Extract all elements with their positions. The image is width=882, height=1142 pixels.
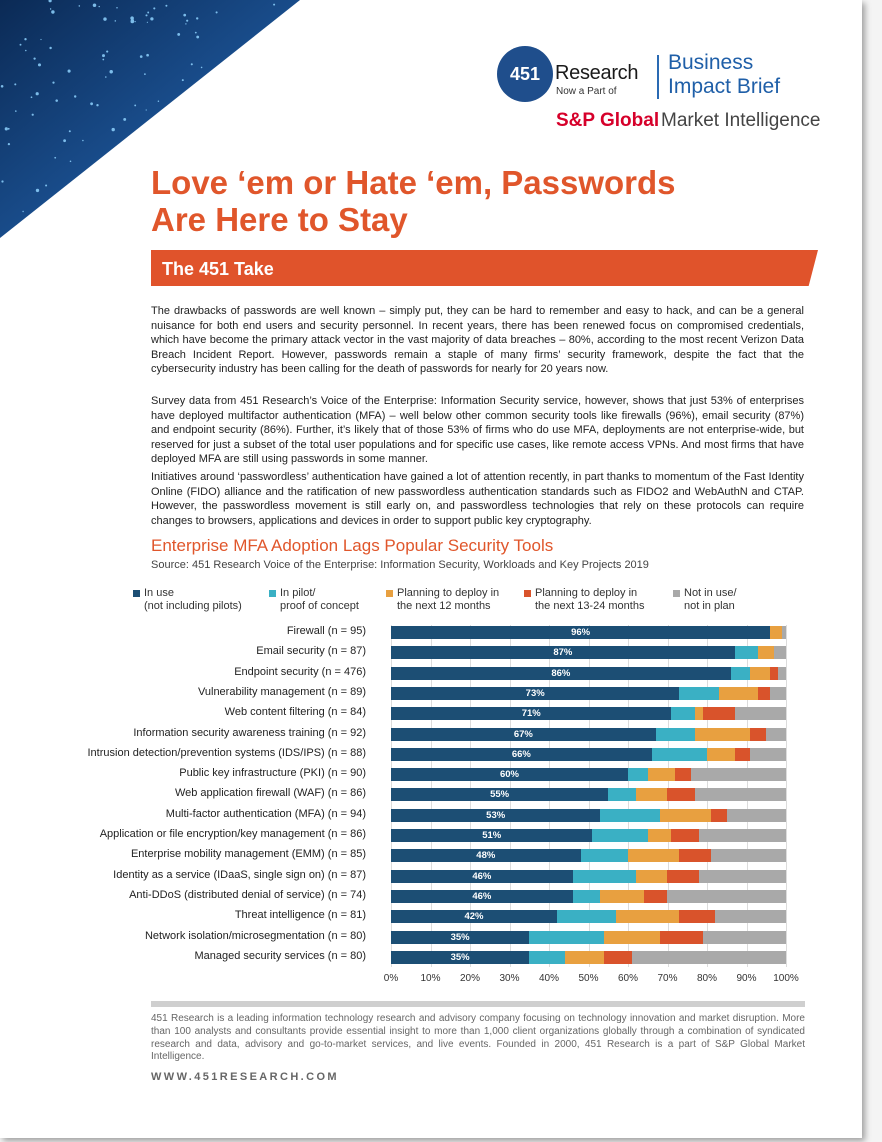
x-tick-label: 70% <box>657 973 678 984</box>
legend-label: Planning to deploy in the next 13-24 months <box>535 587 645 612</box>
network-dot <box>123 118 126 121</box>
category-label: Threat intelligence (n = 81) <box>234 909 366 922</box>
network-dot <box>183 14 186 17</box>
network-dot <box>69 130 71 132</box>
network-dot <box>55 99 58 102</box>
bar-row <box>391 829 786 842</box>
bar-segment <box>679 910 715 923</box>
market-intelligence-text: Market Intelligence <box>661 110 821 131</box>
network-dot <box>195 32 197 34</box>
bar-segment <box>711 809 727 822</box>
bar-segment <box>391 707 671 720</box>
bar-segment <box>652 748 707 761</box>
network-dot <box>201 67 203 69</box>
network-dot <box>45 184 47 186</box>
network-dot <box>15 110 17 112</box>
bar-segment <box>695 728 750 741</box>
network-dot <box>106 51 108 53</box>
bar-segment <box>735 707 786 720</box>
x-tick-label: 30% <box>499 973 520 984</box>
network-dot <box>109 70 112 73</box>
network-dot <box>112 128 115 131</box>
bar-segment <box>715 910 786 923</box>
x-tick-label: 40% <box>538 973 560 984</box>
x-tick-label: 100% <box>773 973 799 984</box>
bar-segment <box>711 849 786 862</box>
network-dot <box>144 73 146 75</box>
bar-segment <box>628 849 679 862</box>
bar-segment <box>565 951 605 964</box>
data-label: 96% <box>571 627 591 638</box>
data-label: 48% <box>476 850 496 862</box>
bar-row <box>391 870 786 883</box>
bar-segment <box>699 829 786 842</box>
network-dot <box>49 47 51 49</box>
network-dot <box>150 17 153 20</box>
bar-segment <box>616 910 679 923</box>
legend-label: Planning to deploy in the next 12 months <box>397 587 500 612</box>
bar-segment <box>695 788 786 801</box>
x-tick-label: 80% <box>696 973 718 984</box>
data-label: 35% <box>450 931 470 943</box>
network-dot <box>196 36 199 39</box>
category-label: Public key infrastructure (PKI) (n = 90) <box>179 767 366 780</box>
network-dot <box>33 57 35 59</box>
category-label: Endpoint security (n = 476) <box>234 665 366 678</box>
network-dot <box>99 6 100 7</box>
legend-swatch-in-pilot <box>269 590 276 597</box>
bar-segment <box>778 667 786 680</box>
bar-segment <box>699 870 786 883</box>
logo-451-circle: 451 <box>497 46 553 102</box>
bar-segment <box>770 626 782 639</box>
bar-segment <box>608 788 636 801</box>
bar-segment <box>707 748 735 761</box>
x-tick-label: 0% <box>383 973 399 984</box>
paragraph-1: The drawbacks of passwords are well known – simply put, they can be hard to remember and easy to hack, and can be a general nuisance for both end users and security personnel. In recent years, there has been renewed focus on compromised credentials, which have become the primary attack vector in the vast majority of data breaches – 80%, according to the most recent Verizon Data Breach Incident Report. However, passwords remain a staple of many firms’ security framework, despite the fact that the cybersecurity industry has been calling for the death of passwords for nearly for 20 years now. <box>151 305 804 376</box>
bar-segment <box>660 931 703 944</box>
network-dot <box>54 157 56 159</box>
network-dot <box>147 12 149 14</box>
bar-segment <box>636 788 668 801</box>
bar-segment <box>750 667 770 680</box>
network-dot <box>165 5 167 7</box>
brief-type-line1: Business <box>668 51 754 74</box>
bar-segment <box>573 890 601 903</box>
bar-segment <box>581 849 628 862</box>
network-dot <box>134 21 135 22</box>
bar-segment <box>636 870 668 883</box>
category-label: Network isolation/microsegmentation (n = 80) <box>144 929 366 942</box>
bar-segment <box>648 768 676 781</box>
network-dot <box>52 82 54 84</box>
network-dot <box>36 92 39 95</box>
page-title <box>151 164 676 238</box>
bar-segment <box>648 829 672 842</box>
bar-row <box>391 768 786 781</box>
bar-segment <box>529 951 565 964</box>
bar-segment <box>391 849 581 862</box>
network-dot <box>177 33 180 36</box>
chart-source: Source: 451 Research Voice of the Enterprise: Information Security, Workloads and Key Projects 2019 <box>151 559 649 571</box>
bar-segment <box>391 626 770 639</box>
logo-divider <box>657 55 659 99</box>
network-dot <box>50 8 51 9</box>
footer-about-text: 451 Research is a leading information technology research and advisory company focusing on technology innovation and market disruption. More than 100 analysts and consultants provide essential insight to more than 1,000 client organizations globally through a combination of syndicated research and data, advisory and go-to-market services, and live events. Founded in 2000, 451 Research is a part of S&P Global Market Intelligence. <box>151 1013 805 1063</box>
network-dot <box>147 22 148 23</box>
section-banner-title: The 451 Take <box>162 259 274 279</box>
data-label: 71% <box>521 708 541 720</box>
legend-swatch-plan-12 <box>386 590 393 597</box>
bar-row <box>391 667 786 680</box>
network-dot <box>40 39 41 40</box>
bar-row <box>391 809 786 822</box>
network-dot <box>14 83 16 85</box>
bar-segment <box>667 870 699 883</box>
bar-segment <box>628 768 648 781</box>
bar-row <box>391 707 786 720</box>
network-dot <box>79 5 81 7</box>
data-label: 66% <box>511 748 531 760</box>
network-dot <box>36 189 39 192</box>
category-label: Web content filtering (n = 84) <box>224 706 366 719</box>
network-dot <box>20 44 22 46</box>
data-label: 60% <box>499 769 519 781</box>
bar-row <box>391 748 786 761</box>
chart-title: Enterprise MFA Adoption Lags Popular Security Tools <box>151 536 554 555</box>
bar-segment <box>391 829 592 842</box>
bar-segment <box>391 951 529 964</box>
data-label: 86% <box>551 667 571 679</box>
bar-segment <box>727 809 786 822</box>
bar-segment <box>391 646 735 659</box>
bar-segment <box>391 768 628 781</box>
category-label: Web application firewall (WAF) (n = 86) <box>174 787 366 800</box>
legend-swatch-in-use <box>133 590 140 597</box>
bar-segment <box>750 748 786 761</box>
bar-segment <box>735 748 751 761</box>
title-line-1: Love ‘em or Hate ‘em, Passwords <box>151 164 676 201</box>
brief-type-line2: Impact Brief <box>668 75 781 98</box>
legend-swatch-plan-24 <box>524 590 531 597</box>
network-dot <box>22 211 23 212</box>
category-label: Information security awareness training (n = 92) <box>133 726 366 739</box>
category-label: Vulnerability management (n = 89) <box>197 685 366 698</box>
logo-research-text: Research <box>555 62 639 84</box>
network-dot <box>102 59 104 61</box>
bar-segment <box>391 748 652 761</box>
bar-row <box>391 626 786 639</box>
category-label: Multi-factor authentication (MFA) (n = 94) <box>165 807 366 820</box>
category-label: Intrusion detection/prevention systems (IDS/IPS) (n = 88) <box>87 746 366 759</box>
category-label: Identity as a service (IDaaS, single sign on) (n = 87) <box>113 868 366 881</box>
network-dot <box>185 23 186 24</box>
bar-segment <box>529 931 604 944</box>
bar-row <box>391 931 786 944</box>
network-dot <box>1 180 3 182</box>
bar-segment <box>770 667 778 680</box>
bar-row <box>391 951 786 964</box>
bar-segment <box>592 829 647 842</box>
bar-segment <box>391 890 573 903</box>
network-dot <box>38 63 41 66</box>
x-tick-label: 10% <box>420 973 441 984</box>
bar-segment <box>695 707 703 720</box>
network-dot <box>74 95 76 97</box>
bar-segment <box>679 687 719 700</box>
paragraph-2: Survey data from 451 Research’s Voice of the Enterprise: Information Security service, however, shows that just 53% of enterprises have deployed multifactor authentication (MFA) – well below other common security tools like firewalls (96%), email security (87%) and endpoint security (86%). Further, it’s likely that of those 53% of firms who do use MFA, deployments are not enterprise-wide, but reserved for just a subset of the total user populations and for specific use cases, like remote access VPNs. And most firms that have deployed MFA are still using passwords in some manner. <box>151 395 804 466</box>
bar-segment <box>703 707 735 720</box>
x-tick-label: 60% <box>617 973 639 984</box>
network-dot <box>131 19 134 22</box>
bar-segment <box>758 646 774 659</box>
bar-segment <box>766 728 786 741</box>
category-label: Email security (n = 87) <box>256 645 366 658</box>
data-label: 67% <box>513 728 533 740</box>
network-dot <box>82 140 84 142</box>
data-label: 51% <box>482 830 502 841</box>
network-dot <box>24 38 26 40</box>
network-dot <box>182 79 184 81</box>
bar-segment <box>557 910 616 923</box>
data-label: 87% <box>553 647 573 659</box>
x-tick-label: 20% <box>459 973 481 984</box>
bar-segment <box>660 809 711 822</box>
data-label: 46% <box>472 870 492 882</box>
bar-segment <box>391 667 731 680</box>
legend-label: In pilot/ proof of concept <box>280 587 359 612</box>
network-dot <box>196 17 198 19</box>
network-dot <box>191 63 193 65</box>
bar-segment <box>719 687 759 700</box>
data-label: 42% <box>464 911 484 923</box>
bar-segment <box>600 890 643 903</box>
bar-segment <box>600 809 659 822</box>
title-line-2: Are Here to Stay <box>151 201 408 238</box>
bar-segment <box>758 687 770 700</box>
bar-segment <box>644 890 668 903</box>
bar-row <box>391 687 786 700</box>
bar-segment <box>391 809 600 822</box>
bar-segment <box>770 687 786 700</box>
network-dot <box>63 139 66 142</box>
network-dot <box>145 14 147 16</box>
network-dot <box>70 161 72 163</box>
category-label: Application or file encryption/key management (n = 86) <box>99 828 366 840</box>
bar-segment <box>667 788 695 801</box>
x-gridline <box>786 625 787 967</box>
network-dot <box>140 55 143 58</box>
network-dot <box>25 50 27 52</box>
bar-segment <box>735 646 759 659</box>
bar-segment <box>632 951 786 964</box>
category-label: Firewall (n = 95) <box>286 625 366 637</box>
logo-subtitle: Now a Part of <box>556 86 617 97</box>
network-dot <box>105 76 107 78</box>
legend-label: In use (not including pilots) <box>144 587 242 612</box>
data-label: 35% <box>450 951 470 963</box>
data-label: 53% <box>486 809 506 821</box>
bar-segment <box>391 931 529 944</box>
bar-segment <box>656 728 696 741</box>
bar-segment <box>731 667 751 680</box>
x-tick-label: 90% <box>736 973 757 984</box>
network-dot <box>134 104 136 106</box>
bar-segment <box>391 788 608 801</box>
category-label: Anti-DDoS (distributed denial of service) (n = 74) <box>129 888 366 901</box>
data-label: 73% <box>525 687 545 699</box>
bar-segment <box>667 890 786 903</box>
paragraph-3: Initiatives around ‘passwordless’ authentication have gained a lot of attention recently, in part thanks to momentum of the Fast Identity Online (FIDO) alliance and the ratification of new passwordless authentication standards such as FIDO2 and WebAuthN and CTAP. However, the passwordless movement is still early on, and passwordless technologies that rely on these protocols can require changes to browsers, applications and devices in order to support public key cryptography. <box>151 471 804 527</box>
network-dot <box>146 54 149 57</box>
bar-segment <box>604 951 632 964</box>
bar-segment <box>782 626 786 639</box>
network-dot <box>8 128 10 130</box>
footer-url[interactable]: WWW.451RESEARCH.COM <box>151 1071 339 1083</box>
category-label: Enterprise mobility management (EMM) (n = 85) <box>130 848 366 861</box>
network-dot <box>116 7 118 9</box>
bar-segment <box>391 870 573 883</box>
network-dot <box>32 114 34 116</box>
bar-segment <box>691 768 786 781</box>
bar-segment <box>774 646 786 659</box>
network-dot <box>102 54 105 57</box>
network-dot <box>51 10 54 13</box>
bar-segment <box>391 687 679 700</box>
network-dot <box>31 96 33 98</box>
bar-row <box>391 646 786 659</box>
footer-divider <box>151 1001 805 1007</box>
bar-row <box>391 788 786 801</box>
network-dot <box>158 100 159 101</box>
legend-label: Not in use/ not in plan <box>684 587 737 612</box>
bar-segment <box>671 829 699 842</box>
bar-segment <box>750 728 766 741</box>
network-dot <box>103 17 106 20</box>
data-label: 46% <box>472 890 492 902</box>
network-dot <box>5 127 8 130</box>
bar-row <box>391 910 786 923</box>
category-label: Managed security services (n = 80) <box>194 949 366 962</box>
bar-row <box>391 890 786 903</box>
sp-global-logo: S&P Global <box>556 110 660 131</box>
network-dot <box>115 20 117 22</box>
bar-row <box>391 728 786 741</box>
network-dot <box>8 143 10 145</box>
network-dot <box>68 70 71 73</box>
x-tick-label: 50% <box>578 973 599 984</box>
network-dot <box>216 11 218 13</box>
network-dot <box>1 85 4 88</box>
network-dot <box>153 7 155 9</box>
network-dot <box>90 102 93 105</box>
bar-segment <box>703 931 786 944</box>
data-label: 55% <box>490 789 510 801</box>
bar-segment <box>671 707 695 720</box>
network-dot <box>146 109 147 110</box>
bar-segment <box>391 728 656 741</box>
bar-segment <box>679 849 711 862</box>
bar-segment <box>604 931 659 944</box>
network-dot <box>96 104 98 106</box>
bar-segment <box>675 768 691 781</box>
bar-row <box>391 849 786 862</box>
network-dot <box>186 20 188 22</box>
network-dot <box>93 3 97 7</box>
bar-segment <box>573 870 636 883</box>
bar-segment <box>391 910 557 923</box>
legend-swatch-not-in-use <box>673 590 680 597</box>
network-dot <box>273 4 275 6</box>
